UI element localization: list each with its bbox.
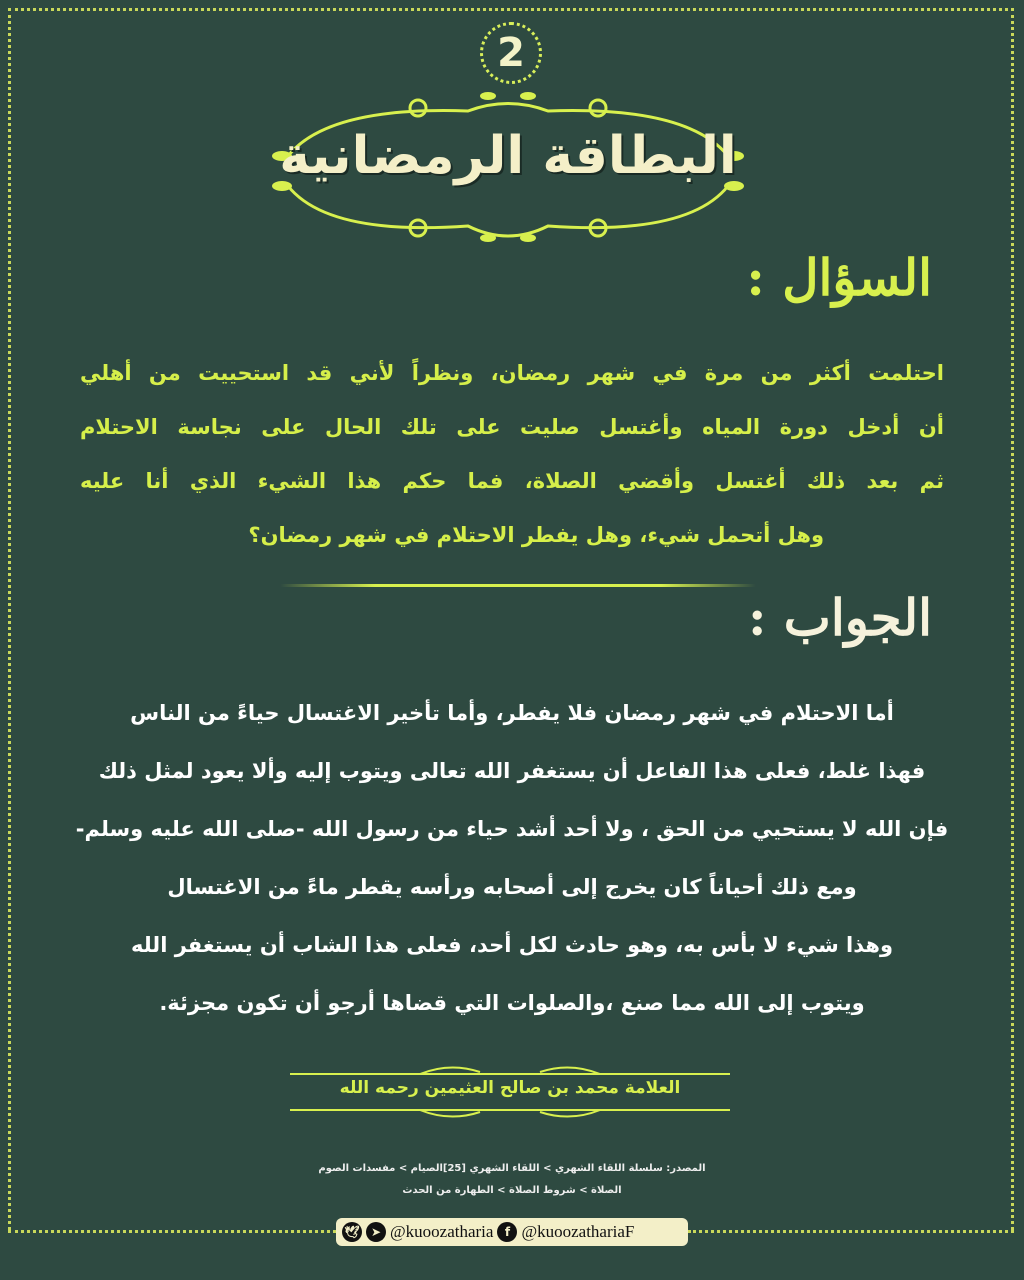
answer-text	[60, 684, 964, 1032]
card-number: 2	[480, 22, 542, 84]
author-banner	[290, 1062, 730, 1122]
title-ornament	[268, 86, 748, 246]
question-line: ثم بعد ذلك أغتسل وأقضي الصلاة، فما حكم هذا الشيء الذي أنا عليه	[80, 469, 944, 493]
source-citation	[250, 1158, 774, 1202]
question-text	[80, 346, 944, 562]
author-name: العلامة محمد بن صالح العثيمين رحمه الله	[339, 1078, 681, 1098]
answer-line: وهذا شيء لا بأس به، وهو حادث لكل أحد، فعلى هذا الشاب أن يستغفر الله	[131, 933, 893, 957]
answer-line: فإن الله لا يستحيي من الحق ، ولا أحد أشد حياء من رسول الله -صلى الله عليه وسلم-	[75, 817, 949, 841]
divider	[280, 584, 756, 587]
answer-heading: الجواب :	[747, 588, 932, 647]
twitter-icon[interactable]: 🕊	[342, 1222, 362, 1242]
social-bar	[336, 1218, 688, 1246]
question-line: احتلمت أكثر من مرة في شهر رمضان، ونظراً لأني قد استحييت من أهلي	[80, 361, 944, 385]
telegram-icon[interactable]: ➤	[366, 1222, 386, 1242]
page-title: البطاقة الرمضانية	[279, 126, 737, 186]
question-line: أن أدخل دورة المياه وأغتسل صليت على تلك الحال على نجاسة الاحتلام	[80, 415, 944, 439]
social-handle[interactable]: @kuoozatharia	[390, 1222, 494, 1241]
answer-line: ويتوب إلى الله مما صنع ،والصلوات التي قضاها أرجو أن تكون مجزئة.	[159, 991, 865, 1015]
question-line: وهل أتحمل شيء، وهل يفطر الاحتلام في شهر رمضان؟	[248, 523, 824, 547]
answer-line: أما الاحتلام في شهر رمضان فلا يفطر، وأما تأخير الاغتسال حياءً من الناس	[130, 701, 894, 725]
source-line: المصدر: سلسلة اللقاء الشهري > اللقاء الشهري [25]الصيام > مفسدات الصوم	[318, 1163, 706, 1174]
facebook-icon[interactable]: f	[497, 1222, 517, 1242]
answer-line: ومع ذلك أحياناً كان يخرج إلى أصحابه ورأسه يقطر ماءً من الاغتسال	[167, 875, 857, 899]
question-heading: السؤال :	[746, 248, 932, 307]
answer-line: فهذا غلط، فعلى هذا الفاعل أن يستغفر الله تعالى ويتوب إليه وألا يعود لمثل ذلك	[98, 759, 926, 783]
dotted-frame-bottom-left	[8, 1230, 336, 1233]
social-handle[interactable]: @kuoozathariaF	[521, 1222, 635, 1241]
dotted-frame-bottom-right	[688, 1230, 1014, 1233]
source-line: الصلاة > شروط الصلاة > الطهارة من الحدث	[402, 1185, 622, 1196]
